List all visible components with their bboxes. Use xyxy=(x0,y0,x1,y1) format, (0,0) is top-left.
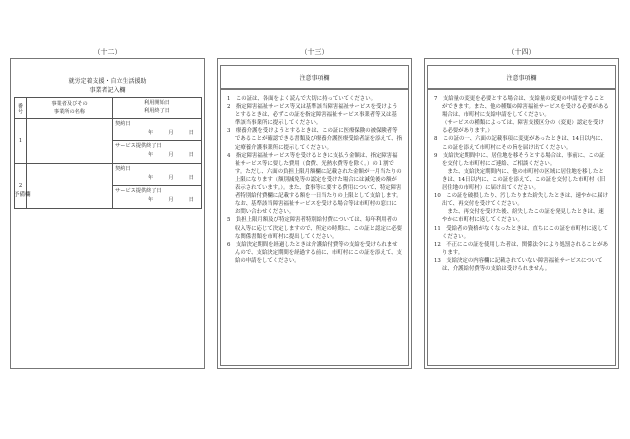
col-number: 番号 xyxy=(15,98,27,118)
page-thirteen xyxy=(217,48,412,369)
note-item: 9 支給決定期間中に、居住地を移そうとする場合は、事前に、この証を交付した市町村にご連絡、ご相談ください。 また、支給決定期間内に、他の市町村の区域に居住地を移したときは、14日以内に、この証を添えて、この証を交付した市町村（旧居住地の市町村）に届け出てください。 xyxy=(434,152,606,192)
service-end-date-field[interactable] xyxy=(113,186,201,207)
page-number: （十二） xyxy=(93,48,122,56)
note-item: 8 この証の一、六面の記載事項に変更があったときは、14日以内に、この証を添えて市町村にその旨を届け出てください。 xyxy=(434,136,606,151)
date-cell xyxy=(113,164,201,208)
note-item: 4 指定障害福祉サービス等を受けるときに支払う金額は、指定障害福祉サービス等に要した費用（食費、光熱水費等を除く。）の１割です。ただし、六面の負担上限月額欄に記載された金額が一月当たりの上限になります（額別減免等の認定を受けた場合には減免後の額が表示されています。）。また、食事等に要する費用について、特定障害者特別給付費欄に記載する額を一日当たりの上限として支給します。なお、基準該当障害福祉サービスを受ける場合等は市町村の窓口にお問い合わせください。 xyxy=(227,152,402,216)
table-header xyxy=(15,98,201,119)
contract-date-label: 契約日 xyxy=(115,121,131,127)
row-number: 2 xyxy=(15,164,27,208)
contract-date-label: 契約日 xyxy=(115,166,131,172)
title-line-2: 事業者記入欄 xyxy=(89,87,126,94)
service-end-label: サービス提供終了日 xyxy=(115,188,162,194)
contract-date-field[interactable] xyxy=(113,119,201,141)
contract-date-field[interactable] xyxy=(113,164,201,186)
notes-header: 注意事項欄 xyxy=(220,65,409,89)
ymd-label: 年 月 日 xyxy=(148,152,199,158)
note-item: 12 不正にこの証を使用した者は、関係法令により処罰されることがあります。 xyxy=(434,241,608,256)
ymd-label: 年 月 日 xyxy=(148,197,199,203)
note-item: 2 指定障害福祉サービス等又は基準該当障害福祉サービスを受けようとするときは、必ずこの証を指定障害福祉サービス事業者等又は基準該当事業所に提示してください。 xyxy=(227,104,398,127)
page-number: （十四） xyxy=(507,48,536,56)
page-fourteen xyxy=(424,48,619,369)
remarks-label: 予備欄 xyxy=(14,192,31,198)
provider-name-cell[interactable] xyxy=(27,119,113,163)
provider-name-cell[interactable] xyxy=(27,164,113,208)
note-item: 10 この証を破損したり、汚したりまた紛失したときは、速やかに届け出て、再交付を受けてください。 また、再交付を受けた後、紛失したこの証を発見したときは、速やかに市町村に返してください。 xyxy=(434,193,608,224)
col-end-date: 利用終了日 xyxy=(144,108,170,114)
note-item: 3 療養介護を受けようとするときは、この証に医療保険の被保険者等であることが確認できる書類及び療養介護医療受給者証を添えて、指定療養介護事業所に提示してください。 xyxy=(227,128,403,151)
col-start-date: 利用開始日 xyxy=(144,100,170,106)
ymd-label: 年 月 日 xyxy=(148,130,199,136)
col-provider-name: 事業者及びその 事業所の名称 xyxy=(27,98,113,118)
page-number: （十三） xyxy=(300,48,329,56)
page-twelve xyxy=(10,48,205,369)
table-row xyxy=(15,164,201,208)
row-number: 1 xyxy=(15,119,27,163)
col-dates xyxy=(113,98,201,118)
note-item: 7 支給量の変更を必要とする場合は、支給量の変更の申請をすることができます。また、他の種類の障害福祉サービスを受ける必要がある場合は、市町村に支給申請をしてください。 （サービスの種類によっては、障害支援区分の（変更）認定を受ける必要があります。） xyxy=(434,96,609,135)
service-end-label: サービス提供終了日 xyxy=(115,143,162,149)
date-cell xyxy=(113,119,201,163)
note-item: 5 負担上限月額及び特定障害者特別給付費については、毎年利用者の収入等に応じて決定しますので、所定の時期に、この証と認定に必要な関係書類を市町村に提出してください。 xyxy=(227,217,403,240)
provider-table xyxy=(14,97,202,209)
ymd-label: 年 月 日 xyxy=(148,175,199,181)
page-title xyxy=(11,77,204,95)
note-item: 11 受給者の資格がなくなったときは、直ちにこの証を市町村に返してください。 xyxy=(434,225,608,240)
title-line-1: 就労定着支援・自立生活援助 xyxy=(68,78,147,85)
note-item: 6 支給決定期間を経過したときは介護給付費等の支給を受けられませんので、支給決定期間を経過する前に、市町村にこの証を添えて、支給の申請をしてください。 xyxy=(227,241,402,264)
service-end-date-field[interactable] xyxy=(113,141,201,162)
table-row xyxy=(15,119,201,164)
notes-body xyxy=(220,89,409,366)
note-item: 13 支給決定の内容欄に記載されていない障害福祉サービスについては、介護給付費等の支給は受けられません。 xyxy=(434,257,603,272)
notes-body xyxy=(427,89,616,366)
notes-header: 注意事項欄 xyxy=(427,65,616,89)
note-item: 1 この証は、各面をよく読んで大切に持っていてください。 xyxy=(227,96,376,102)
